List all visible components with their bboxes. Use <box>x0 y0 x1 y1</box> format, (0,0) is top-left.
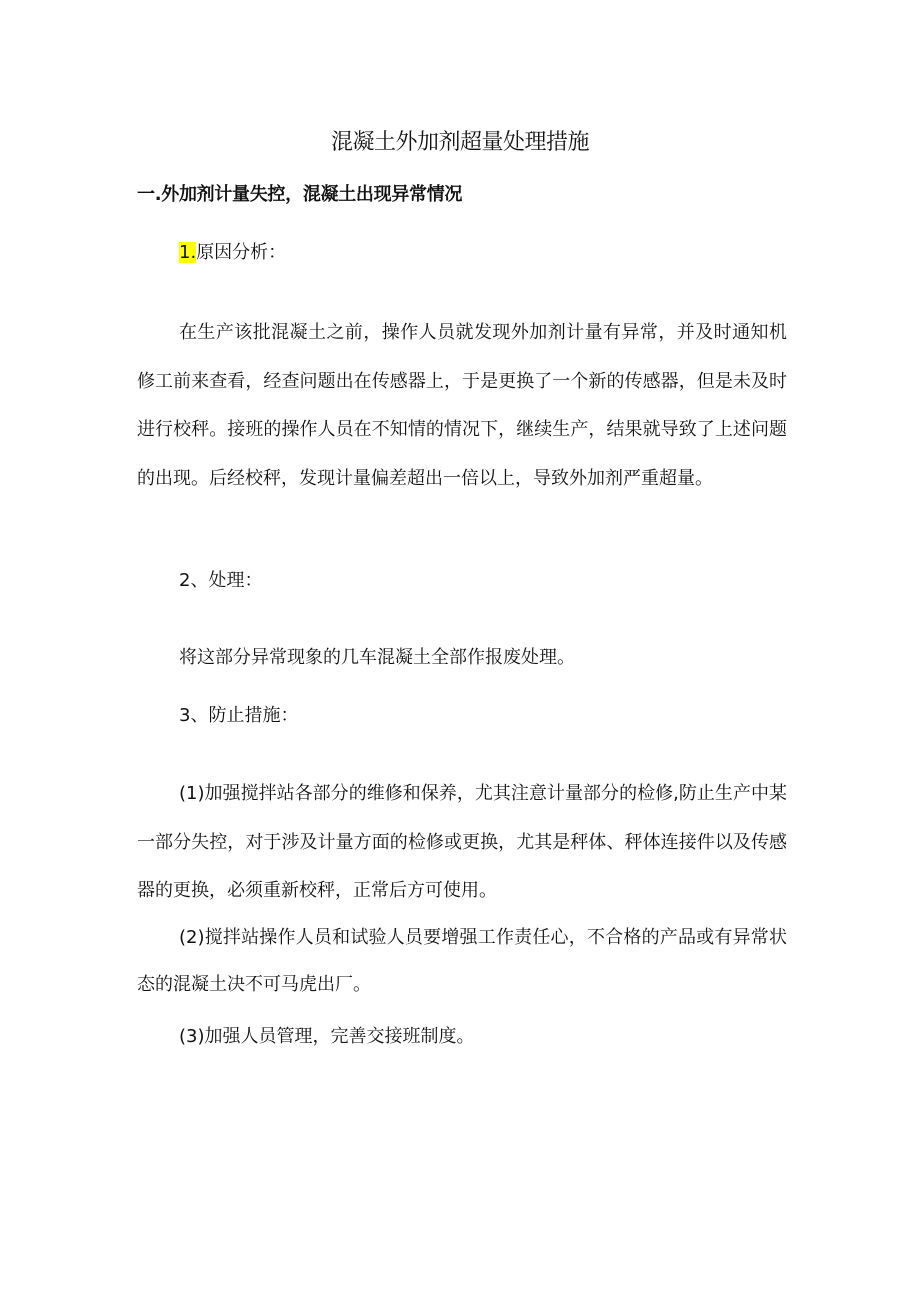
item1-label: 原因分析： <box>196 242 287 263</box>
item2-heading: 2、处理： <box>179 570 263 591</box>
item3-heading: 3、防止措施： <box>179 705 299 726</box>
measure-2-paragraph: (2)搅拌站操作人员和试验人员要增强工作责任心，不合格的产品或有异常状态的混凝土决不可马虎出厂。 <box>137 927 787 995</box>
item1-paragraph: 在生产该批混凝土之前，操作人员就发现外加剂计量有异常，并及时通知机修工前来查看，经查问题出在传感器上，于是更换了一个新的传感器，但是未及时进行校秤。接班的操作人员在不知情的情况下，继续生产，结果就导致了上述问题的出现。后经校秤，发现计量偏差超出一倍以上，导致外加剂严重超量。 <box>137 322 787 489</box>
document-title: 混凝土外加剂超量处理措施 <box>330 130 589 155</box>
section-heading: 一.外加剂计量失控，混凝土出现异常情况 <box>137 184 463 205</box>
item1-heading <box>179 238 286 268</box>
measure-1-paragraph: (1)加强搅拌站各部分的维修和保养，尤其注意计量部分的检修,防止生产中某一部分失控，对于涉及计量方面的检修或更换，尤其是秤体、秤体连接件以及传感器的更换，必须重新校秤，正常后方可使用。 <box>137 783 787 901</box>
measure-3-paragraph: (3)加强人员管理，完善交接班制度。 <box>179 1026 475 1047</box>
item2-paragraph: 将这部分异常现象的几车混凝土全部作报废处理。 <box>179 647 575 668</box>
item1-number-highlight: 1. <box>179 242 197 263</box>
